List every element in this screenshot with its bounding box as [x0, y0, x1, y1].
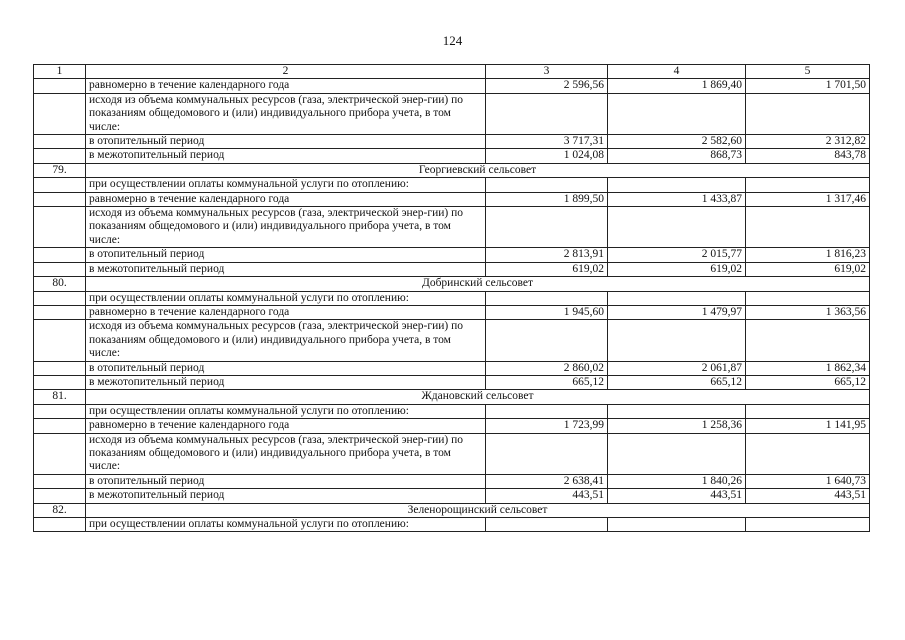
- value-col-3: 1 899,50: [486, 192, 608, 206]
- section-number: 80.: [34, 277, 86, 291]
- table-row: [34, 248, 870, 262]
- row-number: [34, 518, 86, 532]
- row-number: [34, 178, 86, 192]
- section-row: [34, 277, 870, 291]
- row-label: в межотопительный период: [86, 262, 486, 276]
- table-row: [34, 262, 870, 276]
- row-label: равномерно в течение календарного года: [86, 79, 486, 93]
- column-header-1: 1: [34, 65, 86, 79]
- table-row: [34, 207, 870, 248]
- row-label: в отопительный период: [86, 474, 486, 488]
- value-col-4: 868,73: [608, 149, 746, 163]
- value-col-4: [608, 207, 746, 248]
- section-number: 79.: [34, 163, 86, 177]
- row-number: [34, 149, 86, 163]
- value-col-5: 843,78: [746, 149, 870, 163]
- section-title: Георгиевский сельсовет: [86, 163, 870, 177]
- row-number: [34, 489, 86, 503]
- row-number: [34, 375, 86, 389]
- value-col-4: 2 582,60: [608, 135, 746, 149]
- table-row: [34, 320, 870, 361]
- section-row: [34, 503, 870, 517]
- row-label: при осуществлении оплаты коммунальной услуги по отоплению:: [86, 404, 486, 418]
- value-col-4: 619,02: [608, 262, 746, 276]
- value-col-5: [746, 291, 870, 305]
- row-number: [34, 262, 86, 276]
- column-header-3: 3: [486, 65, 608, 79]
- row-number: [34, 192, 86, 206]
- row-label: исходя из объема коммунальных ресурсов (газа, электрической энер-гии) по показаниям общедомового и (или) индивидуального прибора учета, в том числе:: [86, 433, 486, 474]
- column-header-2: 2: [86, 65, 486, 79]
- value-col-3: 443,51: [486, 489, 608, 503]
- row-label: исходя из объема коммунальных ресурсов (газа, электрической энер-гии) по показаниям общедомового и (или) индивидуального прибора учета, в том числе:: [86, 93, 486, 134]
- page-number: 124: [442, 33, 463, 48]
- table-row: [34, 419, 870, 433]
- value-col-3: 1 024,08: [486, 149, 608, 163]
- value-col-3: [486, 93, 608, 134]
- value-col-5: 1 317,46: [746, 192, 870, 206]
- value-col-3: [486, 404, 608, 418]
- value-col-5: 2 312,82: [746, 135, 870, 149]
- value-col-5: [746, 404, 870, 418]
- value-col-5: [746, 93, 870, 134]
- row-label: в межотопительный период: [86, 149, 486, 163]
- value-col-5: 1 816,23: [746, 248, 870, 262]
- table-row: [34, 305, 870, 319]
- value-col-3: [486, 320, 608, 361]
- value-col-4: [608, 518, 746, 532]
- value-col-5: 1 862,34: [746, 361, 870, 375]
- section-title: Добринский сельсовет: [86, 277, 870, 291]
- value-col-5: 1 701,50: [746, 79, 870, 93]
- row-number: [34, 320, 86, 361]
- table-row: [34, 518, 870, 532]
- value-col-4: 1 433,87: [608, 192, 746, 206]
- value-col-5: [746, 518, 870, 532]
- row-label: равномерно в течение календарного года: [86, 305, 486, 319]
- row-label: при осуществлении оплаты коммунальной услуги по отоплению:: [86, 291, 486, 305]
- row-number: [34, 404, 86, 418]
- table-row: [34, 291, 870, 305]
- row-number: [34, 419, 86, 433]
- value-col-3: 1 723,99: [486, 419, 608, 433]
- value-col-3: 2 860,02: [486, 361, 608, 375]
- row-number: [34, 305, 86, 319]
- row-label: равномерно в течение календарного года: [86, 192, 486, 206]
- value-col-5: 619,02: [746, 262, 870, 276]
- table-row: [34, 375, 870, 389]
- row-label: в отопительный период: [86, 248, 486, 262]
- table-row: [34, 135, 870, 149]
- value-col-4: 1 869,40: [608, 79, 746, 93]
- row-label: в межотопительный период: [86, 489, 486, 503]
- value-col-4: 2 061,87: [608, 361, 746, 375]
- value-col-3: 619,02: [486, 262, 608, 276]
- value-col-5: 1 640,73: [746, 474, 870, 488]
- row-number: [34, 361, 86, 375]
- column-header-5: 5: [746, 65, 870, 79]
- table-row: [34, 489, 870, 503]
- section-title: Ждановский сельсовет: [86, 390, 870, 404]
- row-label: при осуществлении оплаты коммунальной услуги по отоплению:: [86, 518, 486, 532]
- section-title: Зеленорощинский сельсовет: [86, 503, 870, 517]
- table-body: [34, 79, 870, 532]
- value-col-4: 2 015,77: [608, 248, 746, 262]
- value-col-4: [608, 404, 746, 418]
- row-number: [34, 433, 86, 474]
- value-col-4: 665,12: [608, 375, 746, 389]
- row-label: при осуществлении оплаты коммунальной услуги по отоплению:: [86, 178, 486, 192]
- section-number: 81.: [34, 390, 86, 404]
- value-col-5: [746, 178, 870, 192]
- column-header-4: 4: [608, 65, 746, 79]
- value-col-3: 1 945,60: [486, 305, 608, 319]
- tariff-table: [33, 64, 870, 532]
- table-row: [34, 433, 870, 474]
- row-label: равномерно в течение календарного года: [86, 419, 486, 433]
- value-col-5: [746, 207, 870, 248]
- value-col-5: [746, 320, 870, 361]
- value-col-3: [486, 178, 608, 192]
- value-col-3: 2 813,91: [486, 248, 608, 262]
- row-number: [34, 79, 86, 93]
- table-row: [34, 93, 870, 134]
- value-col-3: 2 638,41: [486, 474, 608, 488]
- table-row: [34, 192, 870, 206]
- row-number: [34, 207, 86, 248]
- table-row: [34, 474, 870, 488]
- table-row: [34, 361, 870, 375]
- value-col-5: 443,51: [746, 489, 870, 503]
- value-col-4: 1 258,36: [608, 419, 746, 433]
- value-col-4: [608, 291, 746, 305]
- value-col-5: 665,12: [746, 375, 870, 389]
- row-label: исходя из объема коммунальных ресурсов (газа, электрической энер-гии) по показаниям общедомового и (или) индивидуального прибора учета, в том числе:: [86, 320, 486, 361]
- section-row: [34, 163, 870, 177]
- value-col-3: [486, 433, 608, 474]
- value-col-4: [608, 320, 746, 361]
- value-col-3: [486, 291, 608, 305]
- value-col-4: [608, 433, 746, 474]
- row-number: [34, 291, 86, 305]
- table-header-row: [34, 65, 870, 79]
- value-col-4: 1 479,97: [608, 305, 746, 319]
- value-col-3: [486, 207, 608, 248]
- value-col-3: 3 717,31: [486, 135, 608, 149]
- value-col-5: 1 363,56: [746, 305, 870, 319]
- row-label: исходя из объема коммунальных ресурсов (газа, электрической энер-гии) по показаниям общедомового и (или) индивидуального прибора учета, в том числе:: [86, 207, 486, 248]
- row-number: [34, 474, 86, 488]
- value-col-5: 1 141,95: [746, 419, 870, 433]
- value-col-3: 2 596,56: [486, 79, 608, 93]
- value-col-5: [746, 433, 870, 474]
- value-col-4: [608, 178, 746, 192]
- value-col-4: [608, 93, 746, 134]
- value-col-3: [486, 518, 608, 532]
- section-number: 82.: [34, 503, 86, 517]
- row-number: [34, 93, 86, 134]
- value-col-4: 1 840,26: [608, 474, 746, 488]
- row-number: [34, 135, 86, 149]
- row-label: в отопительный период: [86, 135, 486, 149]
- row-label: в отопительный период: [86, 361, 486, 375]
- row-label: в межотопительный период: [86, 375, 486, 389]
- section-row: [34, 390, 870, 404]
- table-row: [34, 178, 870, 192]
- table-row: [34, 79, 870, 93]
- row-number: [34, 248, 86, 262]
- table-row: [34, 149, 870, 163]
- value-col-4: 443,51: [608, 489, 746, 503]
- value-col-3: 665,12: [486, 375, 608, 389]
- table-row: [34, 404, 870, 418]
